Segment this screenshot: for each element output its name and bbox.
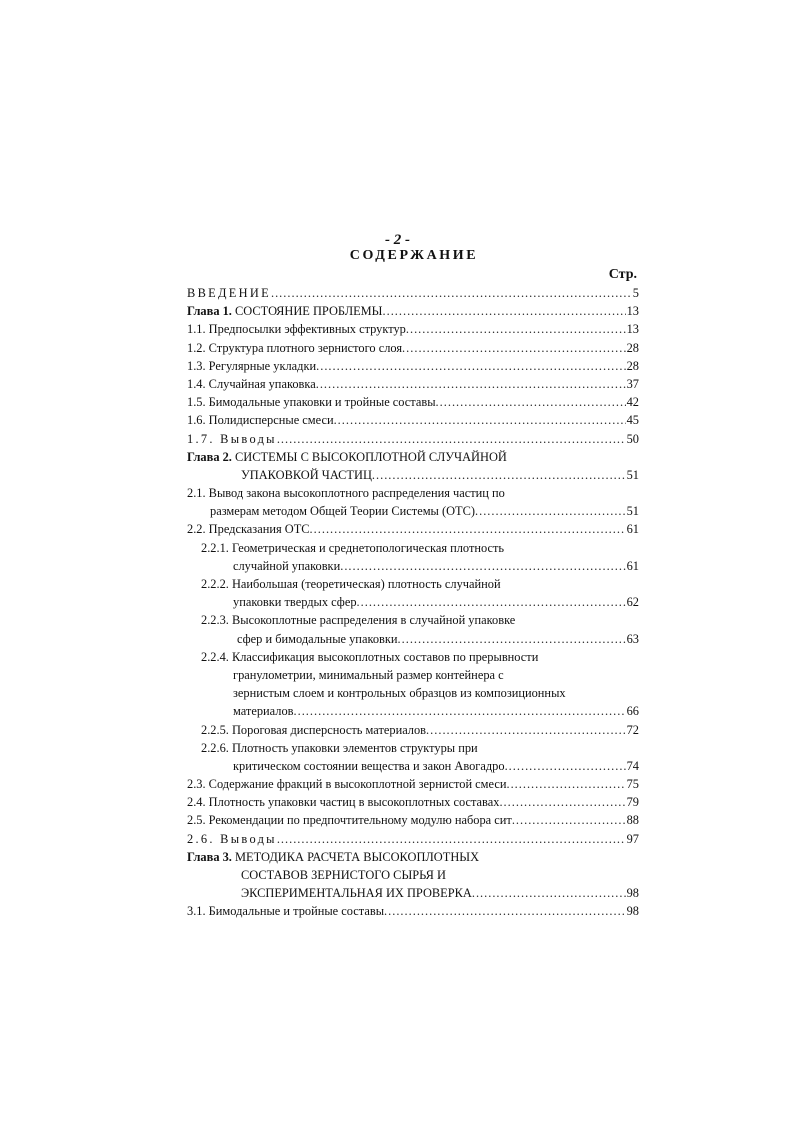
toc-entry-continuation	[187, 684, 639, 702]
toc-entry-text-cont: гранулометрии, минимальный размер контейнера с	[233, 667, 504, 682]
toc-entry-text-cont: упаковки твердых сфер	[233, 595, 357, 610]
toc-entry-page: 28	[626, 358, 639, 373]
toc-entry	[187, 484, 639, 502]
chapter-label: Глава 3.	[187, 849, 232, 864]
page-number: - 2 -	[385, 232, 410, 248]
toc-entry	[187, 648, 639, 666]
chapter-label: Глава 2.	[187, 449, 232, 464]
toc-entry-continuation	[187, 630, 639, 648]
toc-entry-page: 61	[626, 522, 639, 537]
toc-entry-chapter-2	[187, 448, 639, 466]
toc-entry-text: 1.2. Структура плотного зернистого слоя	[187, 340, 403, 355]
toc-entry-page: 74	[626, 758, 639, 773]
toc-entry-page: 88	[626, 813, 639, 828]
toc-entry	[187, 339, 639, 357]
toc-entry	[187, 575, 639, 593]
toc-entry-continuation	[187, 866, 639, 884]
toc-entry-text: 2.5. Рекомендации по предпочтительному модулю набора сит	[187, 813, 512, 828]
toc-entry-continuation	[187, 557, 639, 575]
toc-entry	[187, 902, 639, 920]
toc-entry-text: 2.4. Плотность упаковки частиц в высокоплотных составах	[187, 795, 500, 810]
toc-entry	[187, 430, 639, 448]
toc-entry-text: МЕТОДИКА РАСЧЕТА ВЫСОКОПЛОТНЫХ	[235, 849, 480, 864]
table-of-contents	[187, 284, 639, 921]
toc-entry-continuation	[187, 466, 639, 484]
toc-entry-page: 61	[626, 558, 639, 573]
toc-entry-introduction	[187, 284, 639, 302]
toc-entry	[187, 739, 639, 757]
toc-entry-text: 2.3. Содержание фракций в высокоплотной зернистой смеси	[187, 777, 507, 792]
toc-entry-chapter-1	[187, 302, 639, 320]
toc-entry-text: 2.2.1. Геометрическая и среднетопологическая плотность	[201, 540, 505, 555]
toc-entry-continuation	[187, 502, 639, 520]
toc-entry-text: 2.1. Вывод закона высокоплотного распределения частиц по	[187, 486, 505, 501]
toc-entry-page: 97	[626, 831, 639, 846]
toc-entry	[187, 357, 639, 375]
toc-entry-page: 45	[626, 413, 639, 428]
toc-entry-page: 98	[626, 904, 639, 919]
toc-entry	[187, 775, 639, 793]
toc-entry-text: 2.2.6. Плотность упаковки элементов структуры при	[201, 740, 478, 755]
toc-entry	[187, 811, 639, 829]
toc-entry-page: 75	[626, 777, 639, 792]
toc-entry-page: 79	[626, 795, 639, 810]
toc-entry	[187, 721, 639, 739]
chapter-label: Глава 1.	[187, 304, 232, 319]
toc-entry-text: 1.3. Регулярные укладки	[187, 358, 317, 373]
toc-entry-text: 3.1. Бимодальные и тройные составы	[187, 904, 385, 919]
toc-entry-page: 66	[626, 704, 639, 719]
toc-entry-text-cont: зернистым слоем и контрольных образцов из композиционных	[233, 686, 566, 701]
toc-entry-text: 1.1. Предпосылки эффективных структур	[187, 322, 406, 337]
toc-entry-page: 98	[626, 886, 639, 901]
page-column-label: Стр.	[608, 267, 637, 282]
toc-entry	[187, 411, 639, 429]
toc-entry-continuation	[187, 666, 639, 684]
toc-entry	[187, 520, 639, 538]
toc-entry-continuation	[187, 702, 639, 720]
toc-entry-page: 51	[626, 504, 639, 519]
toc-entry-chapter-3	[187, 848, 639, 866]
toc-entry	[187, 539, 639, 557]
toc-entry-text: СИСТЕМЫ С ВЫСОКОПЛОТНОЙ СЛУЧАЙНОЙ	[235, 449, 507, 464]
toc-entry-page: 50	[626, 431, 639, 446]
toc-entry-text-cont: случайной упаковки	[233, 558, 341, 573]
toc-entry-text-cont: материалов	[233, 704, 294, 719]
toc-entry-text: 2.2.3. Высокоплотные распределения в случайной упаковке	[201, 613, 516, 628]
toc-entry-page: 51	[626, 467, 639, 482]
toc-entry-text: 1.5. Бимодальные упаковки и тройные составы	[187, 395, 436, 410]
toc-entry-page: 5	[632, 286, 639, 300]
toc-entry-continuation	[187, 593, 639, 611]
toc-entry-continuation	[187, 884, 639, 902]
toc-entry-text: 1.7. Выводы	[187, 431, 277, 446]
toc-entry-page: 62	[626, 595, 639, 610]
toc-entry	[187, 830, 639, 848]
toc-entry-page: 37	[626, 376, 639, 391]
toc-entry	[187, 375, 639, 393]
toc-entry-text-cont: сфер и бимодальные упаковки	[237, 631, 398, 646]
toc-entry-text-cont: критическом состоянии вещества и закон Авогадро	[233, 758, 505, 773]
toc-entry-page: 28	[626, 340, 639, 355]
toc-entry	[187, 320, 639, 338]
toc-entry-text: ВВЕДЕНИЕ	[187, 286, 271, 300]
toc-entry-text: 1.6. Полидисперсные смеси	[187, 413, 334, 428]
toc-entry-text-cont: УПАКОВКОЙ ЧАСТИЦ	[241, 467, 372, 482]
toc-entry-text-cont: СОСТАВОВ ЗЕРНИСТОГО СЫРЬЯ И	[241, 868, 446, 882]
toc-entry-text: 2.2.4. Классификация высокоплотных составов по прерывности	[201, 649, 539, 664]
toc-entry-text: 2.2.2. Наибольшая (теоретическая) плотность случайной	[201, 577, 501, 591]
toc-entry-text: 2.6. Выводы	[187, 831, 277, 846]
toc-entry	[187, 793, 639, 811]
toc-entry-page: 42	[626, 395, 639, 410]
toc-entry-continuation	[187, 757, 639, 775]
toc-entry-page: 63	[626, 631, 639, 646]
toc-entry-text: 2.2.5. Пороговая дисперсность материалов	[201, 722, 427, 737]
toc-entry-text: 1.4. Случайная упаковка	[187, 376, 316, 391]
toc-entry-text: 2.2. Предсказания ОТС	[187, 522, 310, 537]
toc-entry-text-cont: размерам методом Общей Теории Системы (ОТС)	[210, 504, 475, 519]
toc-entry-text: СОСТОЯНИЕ ПРОБЛЕМЫ	[235, 304, 383, 319]
toc-entry-text-cont: ЭКСПЕРИМЕНТАЛЬНАЯ ИХ ПРОВЕРКА	[241, 886, 472, 901]
toc-entry-page: 13	[626, 322, 639, 337]
toc-entry	[187, 393, 639, 411]
toc-entry	[187, 611, 639, 629]
toc-entry-page: 72	[626, 722, 639, 737]
toc-entry-page: 13	[626, 304, 639, 319]
toc-title: СОДЕРЖАНИЕ	[349, 248, 479, 263]
